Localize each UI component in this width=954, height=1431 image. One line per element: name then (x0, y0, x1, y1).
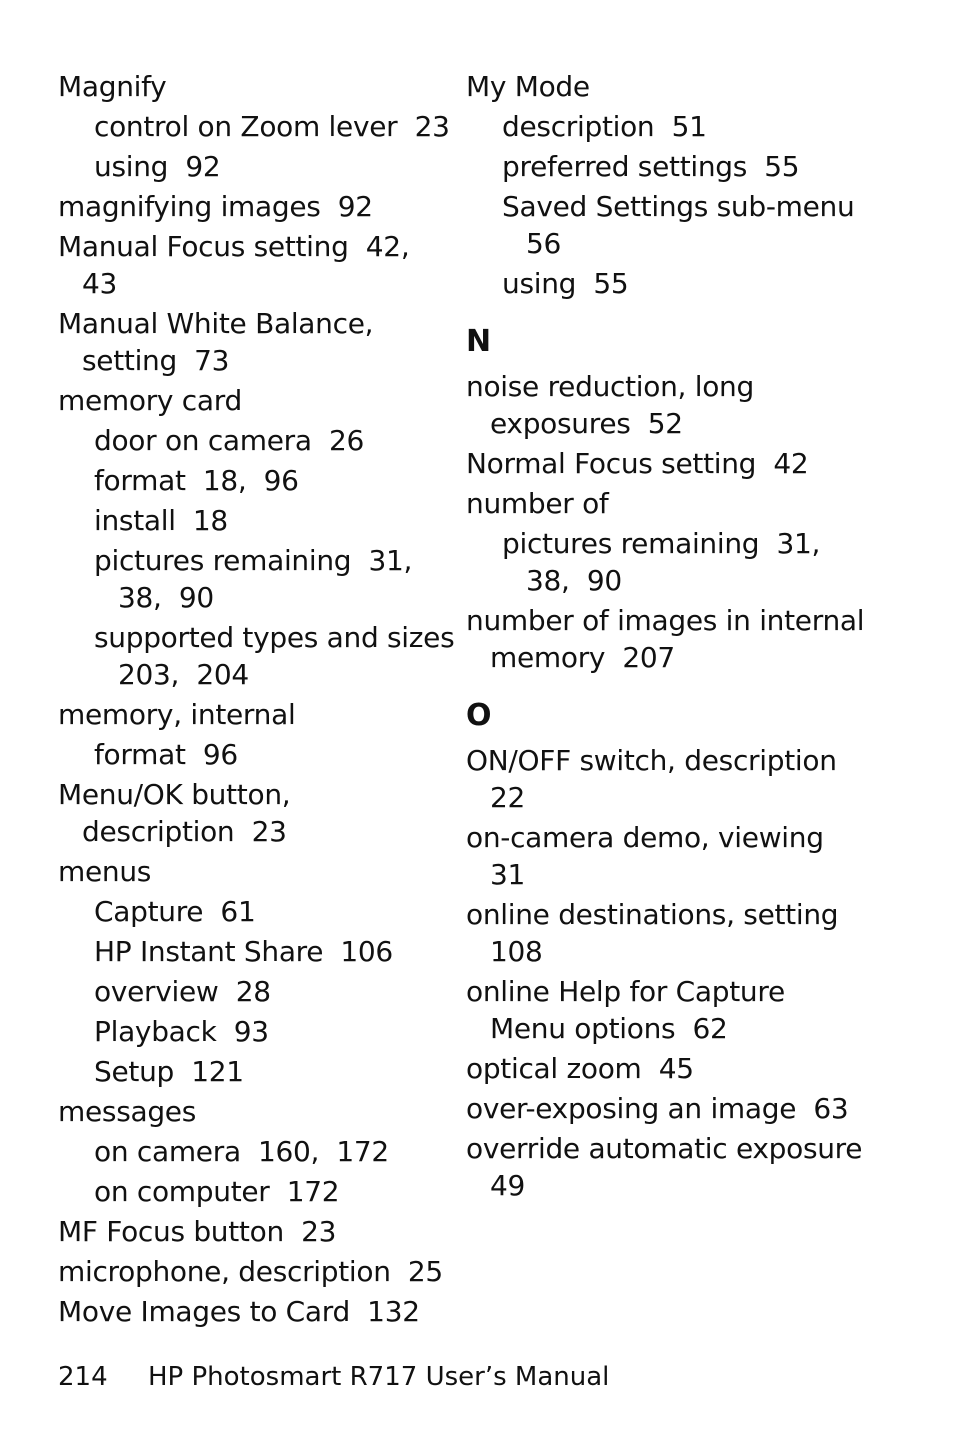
index-entry: Manual White Balance, (58, 307, 374, 340)
index-subentry: Saved Settings sub-menu (502, 190, 855, 223)
index-subentry: preferred settings 55 (502, 150, 800, 183)
index-subentry: format 96 (94, 738, 238, 771)
index-entry: ON/OFF switch, description (466, 744, 837, 777)
index-entry: Manual Focus setting 42, (58, 230, 410, 263)
index-subentry: install 18 (94, 504, 228, 537)
index-entry: My Mode (466, 70, 590, 103)
index-entry-continuation: 22 (490, 781, 526, 814)
index-entry: memory, internal (58, 698, 296, 731)
index-entry: optical zoom 45 (466, 1052, 694, 1085)
index-entry: Normal Focus setting 42 (466, 447, 809, 480)
index-subentry: pictures remaining 31, (502, 527, 821, 560)
index-entry-continuation: memory 207 (490, 641, 675, 674)
index-subentry-continuation: 38, 90 (118, 581, 214, 614)
index-subentry: overview 28 (94, 975, 271, 1008)
index-entry: number of (466, 487, 609, 520)
page-number: 214 (58, 1362, 108, 1392)
index-entry-continuation: exposures 52 (490, 407, 683, 440)
index-entry: online Help for Capture (466, 975, 785, 1008)
index-entry: menus (58, 855, 152, 888)
section-heading: N (466, 324, 492, 359)
index-entry-continuation: description 23 (82, 815, 287, 848)
index-entry: override automatic exposure (466, 1132, 863, 1165)
index-subentry: format 18, 96 (94, 464, 299, 497)
index-entry: messages (58, 1095, 197, 1128)
index-subentry: on computer 172 (94, 1175, 340, 1208)
index-subentry: control on Zoom lever 23 (94, 110, 450, 143)
index-subentry: HP Instant Share 106 (94, 935, 393, 968)
index-entry-continuation: 43 (82, 267, 118, 300)
index-subentry: on camera 160, 172 (94, 1135, 389, 1168)
index-entry: MF Focus button 23 (58, 1215, 337, 1248)
index-subentry: Playback 93 (94, 1015, 269, 1048)
index-entry: memory card (58, 384, 242, 417)
index-entry: magnifying images 92 (58, 190, 373, 223)
index-entry: Magnify (58, 70, 167, 103)
index-entry: over-exposing an image 63 (466, 1092, 849, 1125)
index-subentry-continuation: 56 (526, 227, 562, 260)
index-column-right (466, 68, 865, 1204)
manual-title: HP Photosmart R717 User’s Manual (148, 1362, 610, 1392)
index-subentry-continuation: 38, 90 (526, 564, 622, 597)
index-column-left (58, 68, 455, 1330)
index-subentry: using 55 (502, 267, 629, 300)
index-entry: Menu/OK button, (58, 778, 291, 811)
index-subentry: door on camera 26 (94, 424, 364, 457)
index-subentry: Setup 121 (94, 1055, 244, 1088)
page-footer (58, 1360, 609, 1394)
index-subentry: using 92 (94, 150, 221, 183)
index-subentry-continuation: 203, 204 (118, 658, 249, 691)
index-entry: microphone, description 25 (58, 1255, 443, 1288)
index-entry: number of images in internal (466, 604, 865, 637)
index-entry-continuation: Menu options 62 (490, 1012, 728, 1045)
section-heading: O (466, 698, 492, 733)
index-entry: online destinations, setting (466, 898, 839, 931)
index-subentry: description 51 (502, 110, 707, 143)
index-entry: on-camera demo, viewing (466, 821, 824, 854)
index-entry: Move Images to Card 132 (58, 1295, 420, 1328)
index-entry-continuation: 108 (490, 935, 543, 968)
index-entry-continuation: 49 (490, 1169, 526, 1202)
index-entry: noise reduction, long (466, 370, 754, 403)
index-subentry: Capture 61 (94, 895, 256, 928)
index-subentry: pictures remaining 31, (94, 544, 413, 577)
index-entry-continuation: 31 (490, 858, 526, 891)
index-subentry: supported types and sizes (94, 621, 455, 654)
index-entry-continuation: setting 73 (82, 344, 230, 377)
